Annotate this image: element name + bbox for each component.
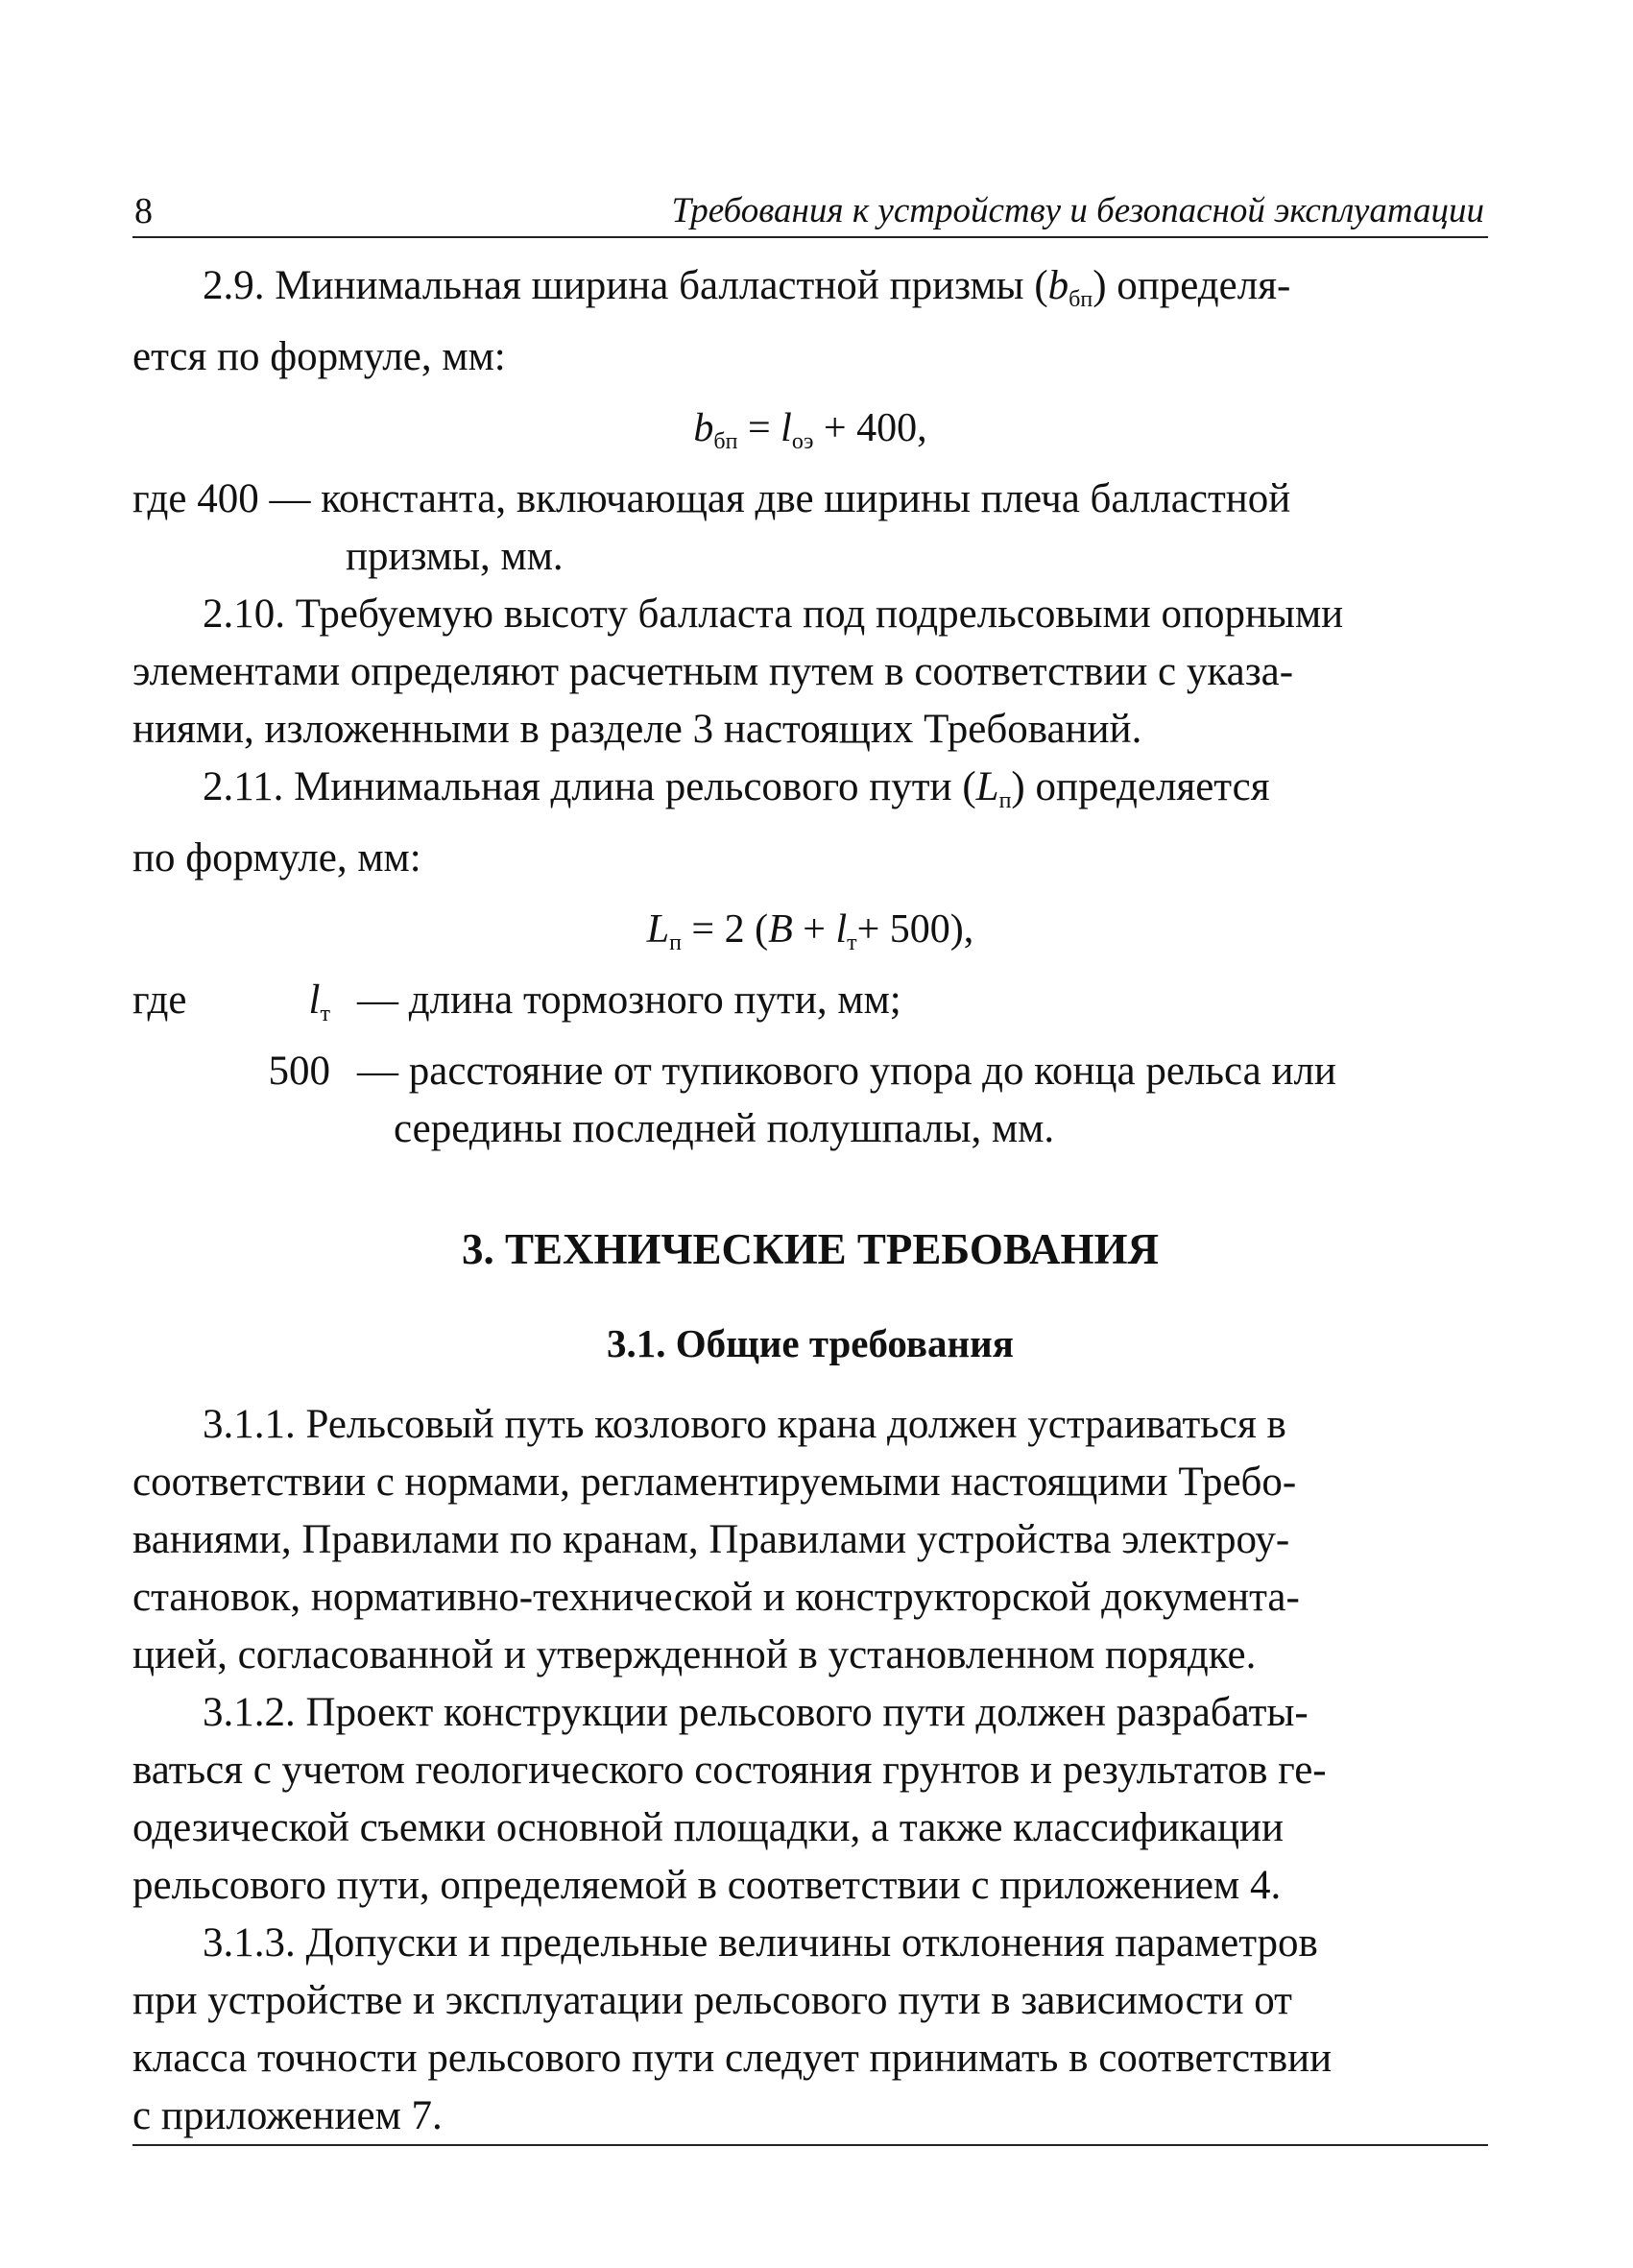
text-line: класса точности рельсового пути следует принимать в соответствии	[132, 2036, 1333, 2081]
text-line: одезической съемки основной площадки, а также классификации	[132, 1805, 1285, 1850]
paragraph-2-11: 2.11. Минимальная длина рельсового пути (Lп) определяется	[203, 764, 1270, 813]
text-line: 3.1.1. Рельсовый путь козлового крана должен устраиваться в	[203, 1402, 1286, 1447]
text-line: с приложением 7.	[132, 2093, 443, 2138]
page-number: 8	[134, 191, 153, 231]
paragraph-3-1-3	[132, 1915, 1488, 2145]
section-heading: 3. ТЕХНИЧЕСКИЕ ТРЕБОВАНИЯ	[461, 1225, 1160, 1273]
text-line: ваться с учетом геологического состояния грунтов и результатов ге-	[132, 1748, 1327, 1793]
paragraph-2-9: 2.9. Минимальная ширина балластной призмы (bбп) определя-	[203, 263, 1291, 312]
text-line: соответствии с нормами, регламентируемыми настоящими Требо-	[132, 1460, 1297, 1505]
paragraph-2-11-line2: по формуле, мм:	[132, 835, 421, 881]
where-500-cont: середины последней полушпалы, мм.	[394, 1106, 1055, 1151]
text-line: рельсового пути, определяемой в соответствии с приложением 4.	[132, 1863, 1282, 1908]
running-title: Требования к устройству и безопасной эксплуатации	[671, 191, 1484, 230]
paragraph-2-10-line2: элементами определяют расчетным путем в соответствии с указа-	[132, 649, 1294, 694]
text-line: 3.1.3. Допуски и предельные величины отклонения параметров	[203, 1920, 1318, 1966]
where-400-cont: призмы, мм.	[346, 534, 564, 579]
where-lt: где $l_т$ — длина тормозного пути, мм;	[132, 977, 901, 1026]
page-body	[132, 257, 1488, 2145]
text-line: цией, согласованной и утвержденной в установленном порядке.	[132, 1632, 1257, 1677]
formula-ballast-width: $b_{бп} = l_{оэ} + 400$,	[693, 406, 927, 454]
where-400: где 400 — константа, включающая две ширины плеча балластной	[132, 476, 1291, 521]
paragraph-3-1-1	[132, 1396, 1488, 1684]
formula-track-length: $L_п = 2$ $(B + l_т+ 500)$,	[646, 907, 974, 955]
page-header	[132, 188, 1488, 238]
where-500: 500 — расстояние от тупикового упора до конца рельса или	[268, 1049, 1336, 1094]
subsection-heading: 3.1. Общие требования	[607, 1321, 1014, 1365]
paragraph-2-9-line2: ется по формуле, мм:	[132, 334, 506, 379]
text-line: становок, нормативно-технической и конструкторской документа-	[132, 1575, 1300, 1620]
paragraph-2-10-line3: ниями, изложенными в разделе 3 настоящих Требований.	[132, 707, 1142, 752]
bottom-rule	[132, 2144, 1488, 2146]
paragraph-2-10-line1: 2.10. Требуемую высоту балласта под подрельсовыми опорными	[203, 591, 1344, 637]
text-line: при устройстве и эксплуатации рельсового пути в зависимости от	[132, 1978, 1292, 2023]
paragraph-3-1-2	[132, 1684, 1488, 1915]
text-line: 3.1.2. Проект конструкции рельсового пути должен разрабаты-	[203, 1690, 1309, 1735]
text-line: ваниями, Правилами по кранам, Правилами устройства электроу-	[132, 1517, 1290, 1562]
